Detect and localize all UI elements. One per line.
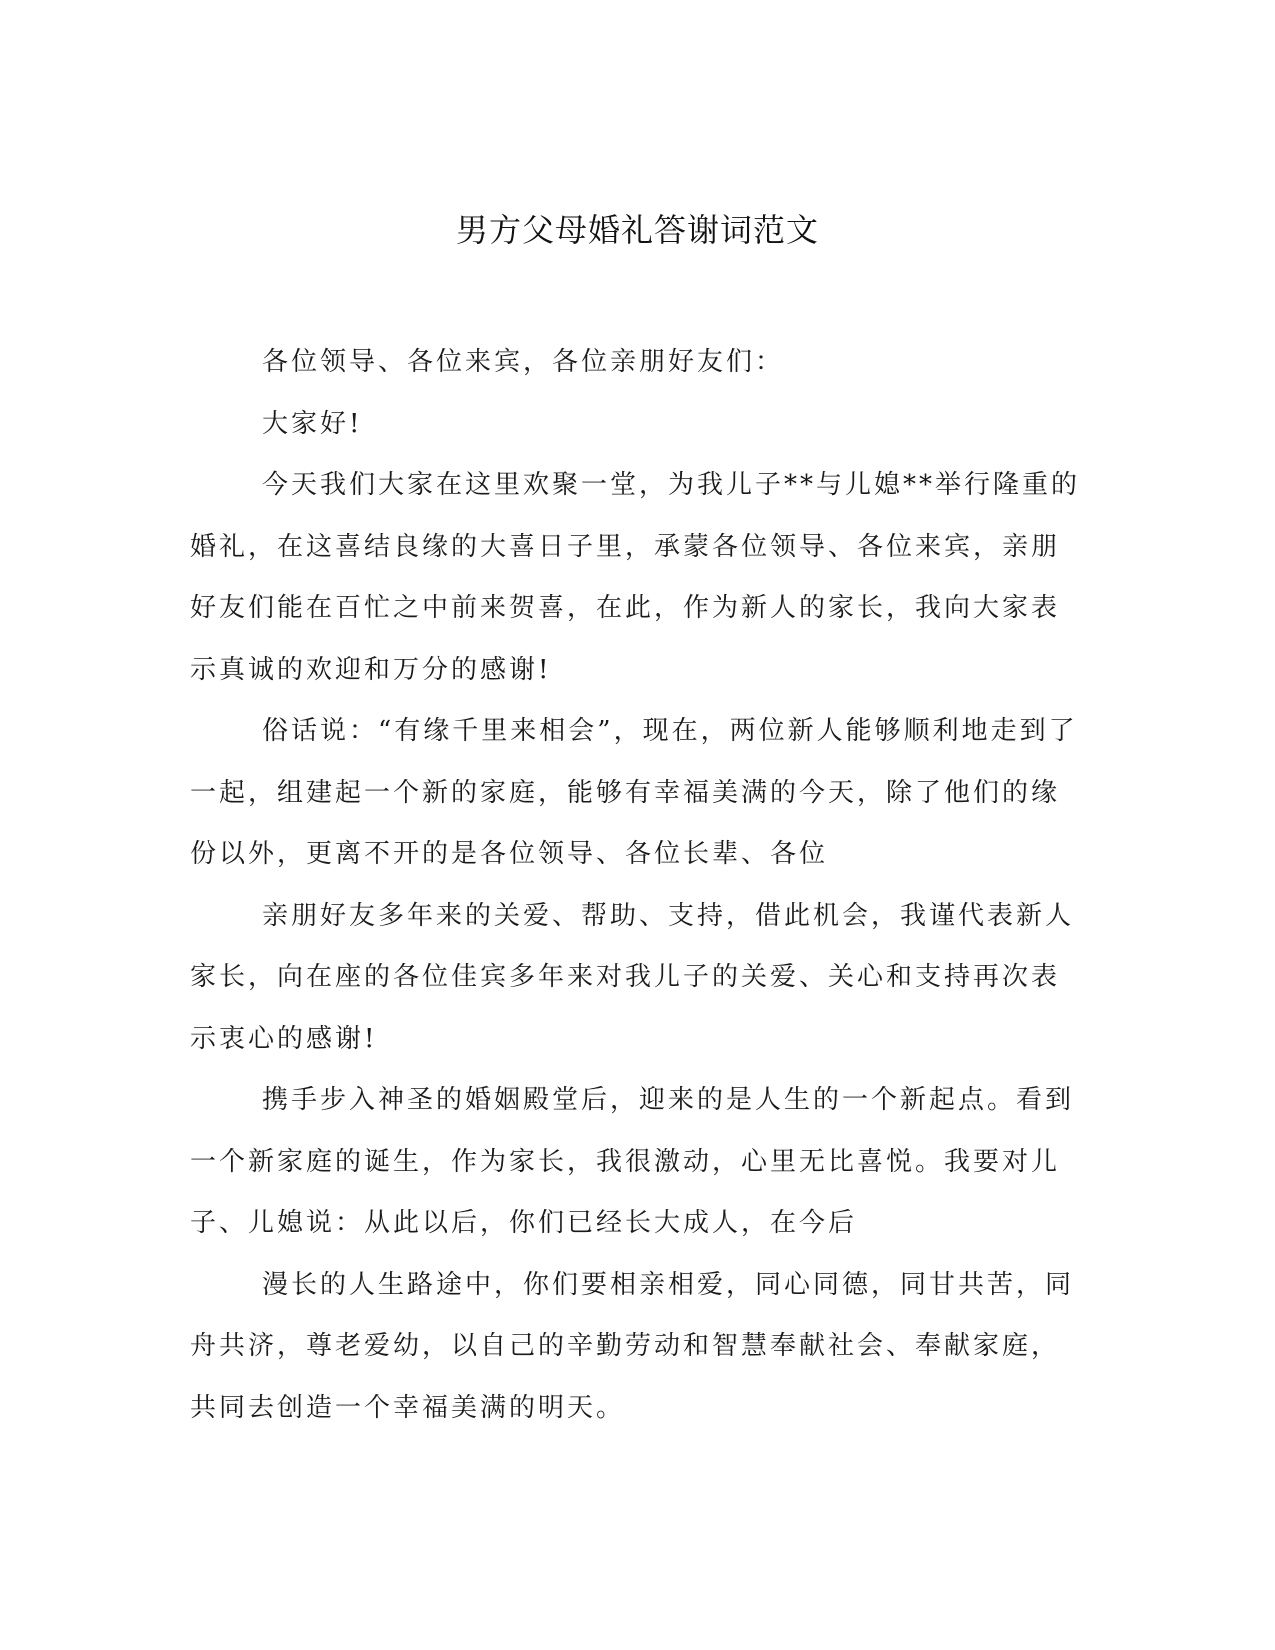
paragraph — [190, 701, 1085, 886]
text-line: 漫长的人生路途中，你们要相亲相爱，同心同德，同甘共苦，同 — [262, 1269, 1075, 1300]
text-line: 家长，向在座的各位佳宾多年来对我儿子的关爱、关心和支持再次表 — [190, 962, 1061, 992]
text-line: 大家好! — [262, 408, 363, 439]
paragraph — [190, 332, 1085, 394]
text-line: 份以外，更离不开的是各位领导、各位长辈、各位 — [190, 839, 829, 869]
text-line: 今天我们大家在这里欢聚一堂，为我儿子**与儿媳**举行隆重的 — [262, 470, 1081, 500]
text-line: 一个新家庭的诞生，作为家长，我很激动，心里无比喜悦。我要对儿 — [190, 1146, 1061, 1177]
paragraph — [190, 455, 1085, 701]
text-line: 舟共济，尊老爱幼，以自己的辛勤劳动和智慧奉献社会、奉献家庭， — [190, 1331, 1061, 1361]
text-line: 婚礼，在这喜结良缘的大喜日子里，承蒙各位领导、各位来宾，亲朋 — [190, 531, 1061, 562]
text-line: 子、儿媳说：从此以后，你们已经长大成人，在今后 — [190, 1208, 858, 1238]
paragraph — [190, 886, 1085, 1071]
paragraph — [190, 1070, 1085, 1255]
paragraph — [190, 394, 1085, 456]
document-title: 男方父母婚礼答谢词范文 — [455, 211, 819, 249]
text-line: 示真诚的欢迎和万分的感谢! — [190, 654, 552, 685]
text-line: 携手步入神圣的婚姻殿堂后，迎来的是人生的一个新起点。看到 — [262, 1085, 1075, 1115]
text-line: 亲朋好友多年来的关爱、帮助、支持，借此机会，我谨代表新人 — [262, 900, 1075, 931]
text-line: 各位领导、各位来宾，各位亲朋好友们： — [262, 347, 785, 377]
document-body — [190, 332, 1085, 1439]
text-line: 示衷心的感谢! — [190, 1023, 378, 1054]
text-line: 好友们能在百忙之中前来贺喜，在此，作为新人的家长，我向大家表 — [190, 593, 1061, 623]
text-line: 一起，组建起一个新的家庭，能够有幸福美满的今天，除了他们的缘 — [190, 777, 1061, 808]
text-line: 俗话说：“有缘千里来相会”，现在，两位新人能够顺利地走到了 — [262, 716, 1078, 746]
paragraph — [190, 1255, 1085, 1440]
text-line: 共同去创造一个幸福美满的明天。 — [190, 1392, 626, 1423]
